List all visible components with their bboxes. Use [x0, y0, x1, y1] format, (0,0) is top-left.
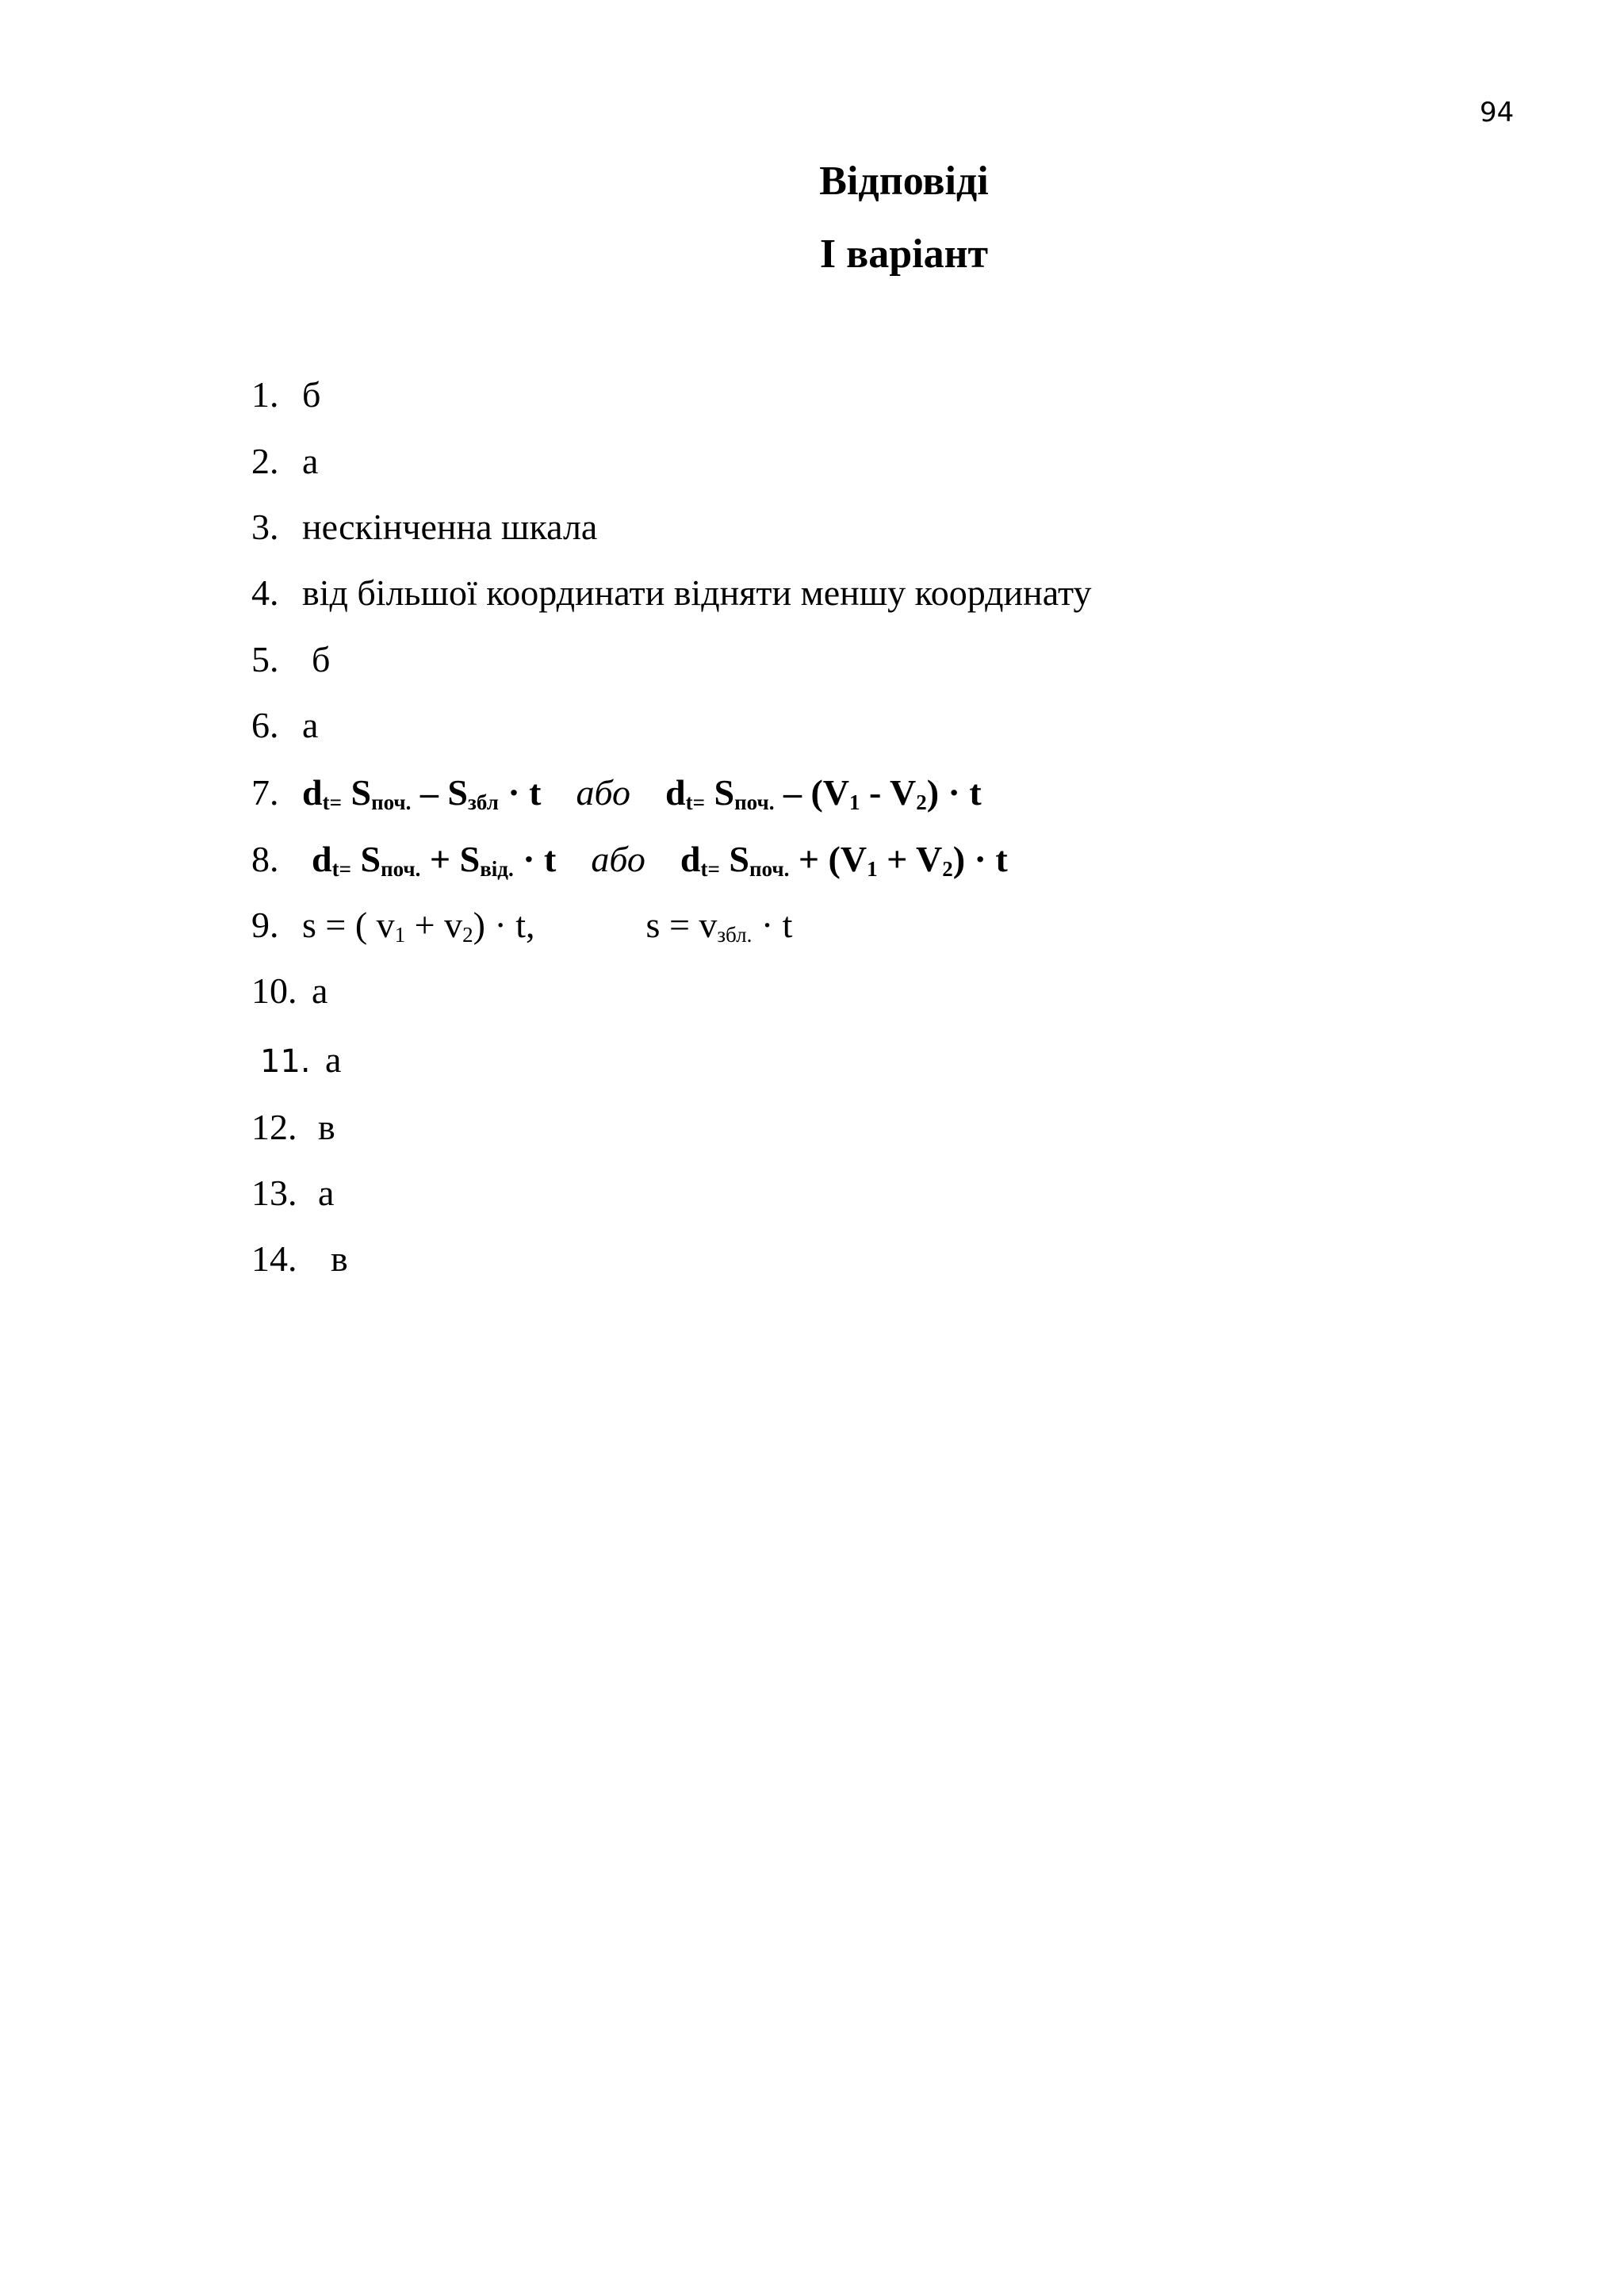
- formula-part-2: $d_{t=}$ $S_{поч.} - (V_1 - V_2) \cdot t$: [665, 772, 982, 814]
- answer-number: 4.: [251, 572, 279, 613]
- answer-number: 7.: [251, 772, 279, 813]
- answer-number: 10.: [251, 970, 297, 1011]
- answer-number: 5.: [251, 639, 279, 679]
- answer-7: [251, 769, 982, 817]
- answer-text: а: [302, 705, 319, 745]
- answer-13: [251, 1169, 334, 1217]
- answer-1: [251, 371, 320, 419]
- answer-9: [251, 901, 792, 949]
- answer-number: 1.: [251, 374, 279, 415]
- answer-number: 3.: [251, 507, 279, 547]
- answer-number: 2.: [251, 441, 279, 481]
- answer-text: в: [318, 1107, 335, 1147]
- answer-text: а: [302, 441, 319, 481]
- answer-number: 8.: [251, 839, 279, 879]
- answer-2: [251, 438, 318, 485]
- answer-number: 6.: [251, 705, 279, 745]
- answer-text: від більшої координати відняти меншу координату: [302, 572, 1092, 613]
- answer-11: [260, 1036, 341, 1084]
- answer-text: нескінченна шкала: [302, 507, 598, 547]
- answer-5: [251, 636, 330, 683]
- page-number: 94: [1480, 97, 1515, 128]
- answer-number: 12.: [251, 1107, 297, 1147]
- formula-part-1: s = ( $v_1 + v_2) \cdot t$,: [302, 905, 535, 947]
- answer-14: [251, 1235, 348, 1283]
- answer-8: [251, 836, 1008, 883]
- page-title: Відповіді: [819, 159, 989, 204]
- answer-number: 11.: [260, 1043, 311, 1080]
- answer-number: 14.: [251, 1238, 297, 1279]
- answer-text: б: [302, 374, 321, 415]
- answer-number: 9.: [251, 905, 279, 945]
- answer-3: [251, 503, 597, 551]
- formula-part-1: $d_{t=}$ $S_{поч.} - S_{збл} \cdot t$: [302, 772, 542, 814]
- answer-text: а: [312, 970, 328, 1011]
- answer-text: б: [312, 639, 331, 679]
- answer-text: в: [331, 1238, 348, 1279]
- answer-text: а: [325, 1039, 342, 1080]
- or-word: або: [591, 839, 645, 879]
- answer-text: а: [318, 1173, 335, 1213]
- formula-part-1: $d_{t=}$ $S_{поч.} + S_{від.} \cdot t$: [312, 839, 557, 881]
- answer-4: [251, 569, 1091, 617]
- formula-part-2: $s = v_{збл.} \cdot t$: [645, 905, 793, 947]
- formula-part-2: $d_{t=}$ $S_{поч.} + (V_1 + V_2) \cdot t$: [680, 839, 1008, 881]
- variant-title: І варіант: [819, 232, 989, 277]
- or-word: або: [576, 772, 631, 813]
- answer-10: [251, 967, 327, 1015]
- answer-6: [251, 702, 318, 749]
- answer-number: 13.: [251, 1173, 297, 1213]
- answer-12: [251, 1104, 335, 1151]
